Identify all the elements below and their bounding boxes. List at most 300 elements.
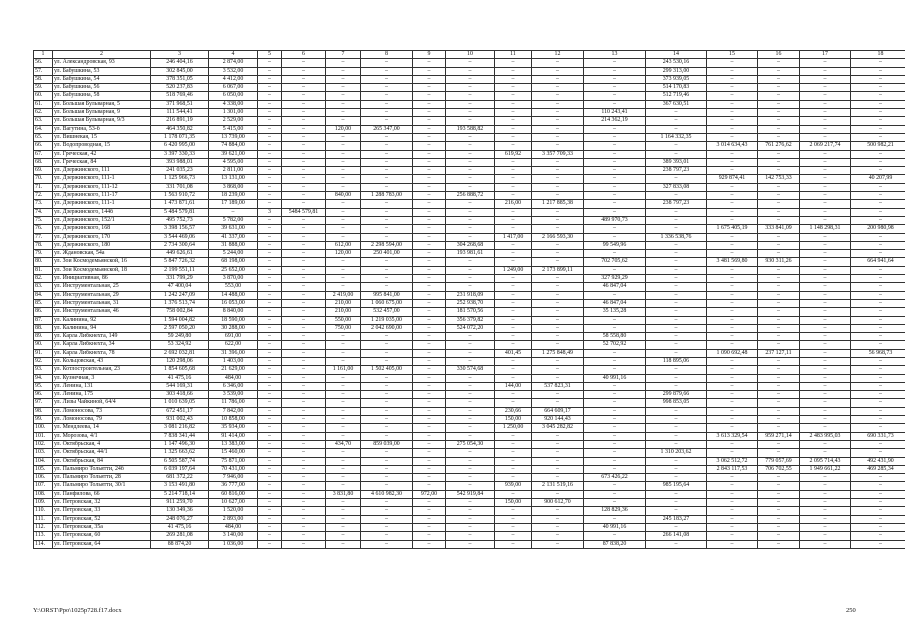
value-cell: – xyxy=(282,92,326,100)
value-cell: – xyxy=(495,324,532,332)
value-cell: – xyxy=(584,465,646,473)
value-cell: – xyxy=(532,391,584,399)
value-cell: 2 692 032,81 xyxy=(151,349,209,357)
value-cell: 266 141,08 xyxy=(646,532,707,540)
value-cell: – xyxy=(758,440,800,448)
row-number: 111. xyxy=(34,515,53,523)
value-cell: – xyxy=(361,540,413,548)
value-cell: – xyxy=(707,507,758,515)
value-cell: 761 276,62 xyxy=(758,142,800,150)
value-cell: – xyxy=(495,440,532,448)
address-cell: ул. Петровская, 52 xyxy=(53,515,151,523)
value-cell: – xyxy=(532,117,584,125)
value-cell: 691,00 xyxy=(209,333,258,341)
value-cell: – xyxy=(258,142,282,150)
value-cell: – xyxy=(326,59,361,67)
address-cell: ул. Дзержинского, 111 xyxy=(53,167,151,175)
value-cell: – xyxy=(707,316,758,324)
table-row xyxy=(34,109,905,117)
value-cell: 367 630,51 xyxy=(646,100,707,108)
value-cell: – xyxy=(282,540,326,548)
row-number: 73. xyxy=(34,200,53,208)
value-cell: – xyxy=(584,424,646,432)
value-cell: – xyxy=(258,133,282,141)
value-cell: – xyxy=(446,457,495,465)
value-cell: – xyxy=(758,208,800,216)
value-cell: – xyxy=(851,333,905,341)
value-cell: – xyxy=(326,67,361,75)
value-cell: 216 891,19 xyxy=(151,117,209,125)
value-cell: – xyxy=(532,258,584,266)
address-cell: ул. Морозова, 4/1 xyxy=(53,432,151,440)
value-cell: – xyxy=(413,341,446,349)
value-cell: 1 563 910,72 xyxy=(151,192,209,200)
value-cell: – xyxy=(413,283,446,291)
value-cell: – xyxy=(584,291,646,299)
value-cell: 13 131,00 xyxy=(209,175,258,183)
value-cell: – xyxy=(800,158,851,166)
header-cell: 11 xyxy=(495,51,532,59)
value-cell: – xyxy=(800,357,851,365)
value-cell: 2 166 593,30 xyxy=(532,233,584,241)
value-cell: 75 871,00 xyxy=(209,457,258,465)
value-cell: – xyxy=(326,133,361,141)
value-cell: – xyxy=(646,523,707,531)
value-cell: – xyxy=(413,499,446,507)
table-row xyxy=(34,142,905,150)
value-cell: – xyxy=(326,457,361,465)
table-row xyxy=(34,250,905,258)
value-cell: – xyxy=(326,208,361,216)
value-cell: – xyxy=(584,225,646,233)
row-number: 98. xyxy=(34,407,53,415)
value-cell: – xyxy=(532,308,584,316)
value-cell: – xyxy=(646,540,707,548)
value-cell: – xyxy=(532,158,584,166)
table-row xyxy=(34,416,905,424)
value-cell: – xyxy=(326,432,361,440)
value-cell: – xyxy=(413,515,446,523)
value-cell: – xyxy=(800,515,851,523)
value-cell: 1 125 966,73 xyxy=(151,175,209,183)
value-cell: – xyxy=(800,167,851,175)
row-number: 67. xyxy=(34,150,53,158)
value-cell: – xyxy=(495,84,532,92)
address-cell: ул. Октябрьская, 44/1 xyxy=(53,449,151,457)
value-cell: – xyxy=(584,490,646,498)
value-cell: – xyxy=(326,391,361,399)
value-cell: 120 298,06 xyxy=(151,357,209,365)
value-cell: – xyxy=(584,208,646,216)
table-row xyxy=(34,92,905,100)
value-cell: – xyxy=(282,291,326,299)
value-cell: – xyxy=(495,117,532,125)
value-cell: – xyxy=(258,515,282,523)
value-cell: 1 301,00 xyxy=(209,109,258,117)
value-cell: – xyxy=(532,523,584,531)
value-cell: – xyxy=(707,374,758,382)
value-cell: – xyxy=(446,200,495,208)
value-cell: – xyxy=(584,349,646,357)
value-cell: – xyxy=(646,316,707,324)
value-cell: 41 475,16 xyxy=(151,374,209,382)
value-cell: – xyxy=(258,100,282,108)
value-cell: – xyxy=(258,465,282,473)
value-cell: – xyxy=(851,474,905,482)
value-cell: 489 970,73 xyxy=(584,216,646,224)
value-cell: – xyxy=(707,357,758,365)
value-cell: – xyxy=(851,158,905,166)
value-cell: – xyxy=(361,258,413,266)
value-cell: 612,00 xyxy=(326,241,361,249)
value-cell: – xyxy=(326,142,361,150)
value-cell: – xyxy=(707,266,758,274)
value-cell: – xyxy=(446,266,495,274)
value-cell: – xyxy=(851,233,905,241)
value-cell: – xyxy=(282,349,326,357)
value-cell: 690 331,73 xyxy=(851,432,905,440)
value-cell: – xyxy=(800,507,851,515)
value-cell: 128 829,36 xyxy=(584,507,646,515)
value-cell: – xyxy=(258,449,282,457)
value-cell: 216,00 xyxy=(495,200,532,208)
value-cell: – xyxy=(495,92,532,100)
value-cell: 40 991,16 xyxy=(584,523,646,531)
value-cell: – xyxy=(584,233,646,241)
value-cell: – xyxy=(446,158,495,166)
value-cell: – xyxy=(851,84,905,92)
address-cell: ул. Инструментальная, 31 xyxy=(53,299,151,307)
value-cell: 3 045 282,82 xyxy=(532,424,584,432)
value-cell: – xyxy=(495,532,532,540)
value-cell: – xyxy=(495,109,532,117)
value-cell: – xyxy=(532,167,584,175)
value-cell: 304 268,68 xyxy=(446,241,495,249)
value-cell: – xyxy=(282,266,326,274)
value-cell: – xyxy=(758,391,800,399)
value-cell: – xyxy=(413,391,446,399)
value-cell: 512 719,46 xyxy=(646,92,707,100)
value-cell: – xyxy=(326,175,361,183)
value-cell: – xyxy=(282,432,326,440)
value-cell: – xyxy=(282,308,326,316)
value-cell: – xyxy=(800,291,851,299)
header-cell: 13 xyxy=(584,51,646,59)
value-cell: – xyxy=(646,142,707,150)
table-row xyxy=(34,374,905,382)
value-cell: – xyxy=(282,465,326,473)
value-cell: 302 845,00 xyxy=(151,67,209,75)
table-row xyxy=(34,258,905,266)
value-cell: 120,00 xyxy=(326,250,361,258)
value-cell: – xyxy=(532,357,584,365)
value-cell: – xyxy=(707,100,758,108)
value-cell: – xyxy=(446,75,495,83)
row-number: 61. xyxy=(34,100,53,108)
value-cell: – xyxy=(584,75,646,83)
table-row xyxy=(34,133,905,141)
value-cell: – xyxy=(258,67,282,75)
table-row xyxy=(34,283,905,291)
value-cell: – xyxy=(646,241,707,249)
value-cell: – xyxy=(282,125,326,133)
address-cell: ул. Панфилова, 66 xyxy=(53,490,151,498)
value-cell: 840,00 xyxy=(326,192,361,200)
value-cell: – xyxy=(851,75,905,83)
value-cell: – xyxy=(532,175,584,183)
value-cell: – xyxy=(800,482,851,490)
value-cell: 1 242 247,09 xyxy=(151,291,209,299)
value-cell: – xyxy=(800,382,851,390)
value-cell: – xyxy=(361,349,413,357)
value-cell: – xyxy=(282,75,326,83)
value-cell: – xyxy=(851,150,905,158)
value-cell: – xyxy=(258,175,282,183)
value-cell: – xyxy=(282,507,326,515)
address-cell: ул. Ждановская, 54а xyxy=(53,250,151,258)
value-cell: – xyxy=(584,192,646,200)
value-cell: 2 131 519,16 xyxy=(532,482,584,490)
table-row xyxy=(34,399,905,407)
value-cell: – xyxy=(758,167,800,175)
value-cell: – xyxy=(446,92,495,100)
row-number: 71. xyxy=(34,183,53,191)
table-row xyxy=(34,449,905,457)
value-cell: 41 337,00 xyxy=(209,233,258,241)
value-cell: – xyxy=(446,499,495,507)
value-cell: – xyxy=(758,482,800,490)
value-cell: 21 629,00 xyxy=(209,366,258,374)
value-cell: – xyxy=(361,532,413,540)
address-cell: ул. Пальмиро Тольятти, 28 xyxy=(53,474,151,482)
value-cell: – xyxy=(851,440,905,448)
value-cell: – xyxy=(800,532,851,540)
row-number: 81. xyxy=(34,266,53,274)
value-cell: – xyxy=(646,341,707,349)
address-cell: ул. Карла Либкнехта, 78 xyxy=(53,349,151,357)
value-cell: 2 893,00 xyxy=(209,515,258,523)
value-cell: – xyxy=(413,167,446,175)
value-cell: – xyxy=(758,192,800,200)
address-cell: ул. Дзержинского, 111-12 xyxy=(53,183,151,191)
value-cell: 930 311,26 xyxy=(758,258,800,266)
value-cell: – xyxy=(361,357,413,365)
value-cell: 2 874,00 xyxy=(209,59,258,67)
value-cell: 1 675 405,19 xyxy=(707,225,758,233)
value-cell: – xyxy=(758,407,800,415)
value-cell: – xyxy=(413,540,446,548)
value-cell: – xyxy=(258,399,282,407)
value-cell: 664 941,64 xyxy=(851,258,905,266)
value-cell: 59 249,80 xyxy=(151,333,209,341)
value-cell: – xyxy=(851,67,905,75)
value-cell: – xyxy=(446,150,495,158)
value-cell: – xyxy=(758,158,800,166)
row-number: 103. xyxy=(34,449,53,457)
value-cell: 2 095 714,43 xyxy=(800,457,851,465)
row-number: 100. xyxy=(34,424,53,432)
value-cell: – xyxy=(758,100,800,108)
value-cell: – xyxy=(800,424,851,432)
value-cell: 2 529,00 xyxy=(209,117,258,125)
value-cell: – xyxy=(282,316,326,324)
value-cell: – xyxy=(758,109,800,117)
value-cell: 1 376 513,74 xyxy=(151,299,209,307)
value-cell: – xyxy=(707,299,758,307)
value-cell: 5 214 718,14 xyxy=(151,490,209,498)
value-cell: – xyxy=(258,250,282,258)
value-cell: – xyxy=(282,250,326,258)
value-cell: – xyxy=(361,391,413,399)
value-cell: – xyxy=(495,250,532,258)
value-cell: – xyxy=(326,349,361,357)
value-cell: – xyxy=(851,216,905,224)
value-cell: – xyxy=(495,275,532,283)
value-cell: – xyxy=(851,416,905,424)
value-cell: 56 968,73 xyxy=(851,349,905,357)
value-cell: – xyxy=(258,192,282,200)
value-cell: – xyxy=(361,275,413,283)
value-cell: – xyxy=(495,432,532,440)
value-cell: – xyxy=(800,333,851,341)
row-number: 82. xyxy=(34,275,53,283)
table-row xyxy=(34,192,905,200)
value-cell: 35 135,28 xyxy=(584,308,646,316)
value-cell: – xyxy=(413,150,446,158)
value-cell: 46 847,04 xyxy=(584,283,646,291)
address-cell: ул. Дзержинского, 144б xyxy=(53,208,151,216)
value-cell: – xyxy=(413,142,446,150)
value-cell: – xyxy=(413,258,446,266)
value-cell: – xyxy=(707,125,758,133)
value-cell: 1 594 004,82 xyxy=(151,316,209,324)
address-cell: ул. Октябрьская, 84 xyxy=(53,457,151,465)
value-cell: – xyxy=(584,499,646,507)
value-cell: – xyxy=(800,366,851,374)
row-number: 106. xyxy=(34,474,53,482)
value-cell: – xyxy=(758,474,800,482)
value-cell: – xyxy=(413,158,446,166)
value-cell: – xyxy=(361,407,413,415)
value-cell: 58 558,80 xyxy=(584,333,646,341)
value-cell: – xyxy=(532,241,584,249)
value-cell: 532 457,00 xyxy=(361,308,413,316)
value-cell: – xyxy=(258,333,282,341)
value-cell: – xyxy=(646,416,707,424)
value-cell: – xyxy=(758,532,800,540)
value-cell: 673 426,22 xyxy=(584,474,646,482)
value-cell: – xyxy=(361,266,413,274)
value-cell: 702 705,62 xyxy=(584,258,646,266)
value-cell: 327 929,29 xyxy=(584,275,646,283)
value-cell: 142 753,33 xyxy=(758,175,800,183)
value-cell: – xyxy=(707,117,758,125)
value-cell: – xyxy=(851,382,905,390)
value-cell: – xyxy=(800,241,851,249)
value-cell: – xyxy=(258,225,282,233)
value-cell: – xyxy=(446,84,495,92)
value-cell: – xyxy=(758,92,800,100)
value-cell: 1 148 298,31 xyxy=(800,225,851,233)
header-cell: 6 xyxy=(282,51,326,59)
value-cell: 1 164 332,35 xyxy=(646,133,707,141)
value-cell: – xyxy=(413,275,446,283)
value-cell: – xyxy=(446,474,495,482)
value-cell: – xyxy=(584,92,646,100)
address-cell: ул. Бабушкина, 54 xyxy=(53,75,151,83)
value-cell: – xyxy=(326,407,361,415)
value-cell: – xyxy=(758,449,800,457)
value-cell: – xyxy=(326,532,361,540)
address-cell: ул. Лизы Чайкиной, 64/4 xyxy=(53,399,151,407)
value-cell: 484,00 xyxy=(209,523,258,531)
page-number: 250 xyxy=(846,607,856,614)
value-cell: 193 981,61 xyxy=(446,250,495,258)
value-cell: – xyxy=(413,92,446,100)
value-cell: – xyxy=(413,449,446,457)
value-cell: – xyxy=(532,299,584,307)
value-cell: – xyxy=(326,540,361,548)
value-cell: – xyxy=(851,192,905,200)
value-cell: 1 217 885,38 xyxy=(532,200,584,208)
value-cell: – xyxy=(707,540,758,548)
table-row xyxy=(34,391,905,399)
value-cell: – xyxy=(361,507,413,515)
value-cell: – xyxy=(258,241,282,249)
value-cell: – xyxy=(258,540,282,548)
value-cell: – xyxy=(282,532,326,540)
value-cell: – xyxy=(532,532,584,540)
value-cell: – xyxy=(361,150,413,158)
value-cell: – xyxy=(258,183,282,191)
value-cell: 2 597 050,20 xyxy=(151,324,209,332)
value-cell: – xyxy=(361,216,413,224)
value-cell: 4 610 982,30 xyxy=(361,490,413,498)
value-cell: 5484 579,81 xyxy=(282,208,326,216)
value-cell: – xyxy=(707,416,758,424)
value-cell: 931 002,43 xyxy=(151,416,209,424)
table-row xyxy=(34,532,905,540)
value-cell: – xyxy=(413,233,446,241)
value-cell: – xyxy=(495,316,532,324)
header-cell: 2 xyxy=(53,51,151,59)
value-cell: 88 874,20 xyxy=(151,540,209,548)
value-cell: – xyxy=(413,316,446,324)
address-cell: ул. Петровская, 35а xyxy=(53,523,151,531)
value-cell: – xyxy=(800,391,851,399)
value-cell: – xyxy=(361,399,413,407)
value-cell: – xyxy=(584,100,646,108)
row-number: 79. xyxy=(34,250,53,258)
value-cell: – xyxy=(851,399,905,407)
value-cell: 2 734 300,64 xyxy=(151,241,209,249)
table-row xyxy=(34,59,905,67)
value-cell: – xyxy=(646,258,707,266)
value-cell: – xyxy=(532,324,584,332)
value-cell: – xyxy=(413,324,446,332)
value-cell: 91 414,00 xyxy=(209,432,258,440)
value-cell: – xyxy=(326,507,361,515)
value-cell: 500 982,21 xyxy=(851,142,905,150)
value-cell: – xyxy=(413,349,446,357)
value-cell: – xyxy=(646,175,707,183)
value-cell: – xyxy=(446,540,495,548)
value-cell: – xyxy=(758,499,800,507)
table-row xyxy=(34,150,905,158)
value-cell: – xyxy=(800,125,851,133)
value-cell: 1 288 783,00 xyxy=(361,192,413,200)
value-cell: – xyxy=(258,357,282,365)
